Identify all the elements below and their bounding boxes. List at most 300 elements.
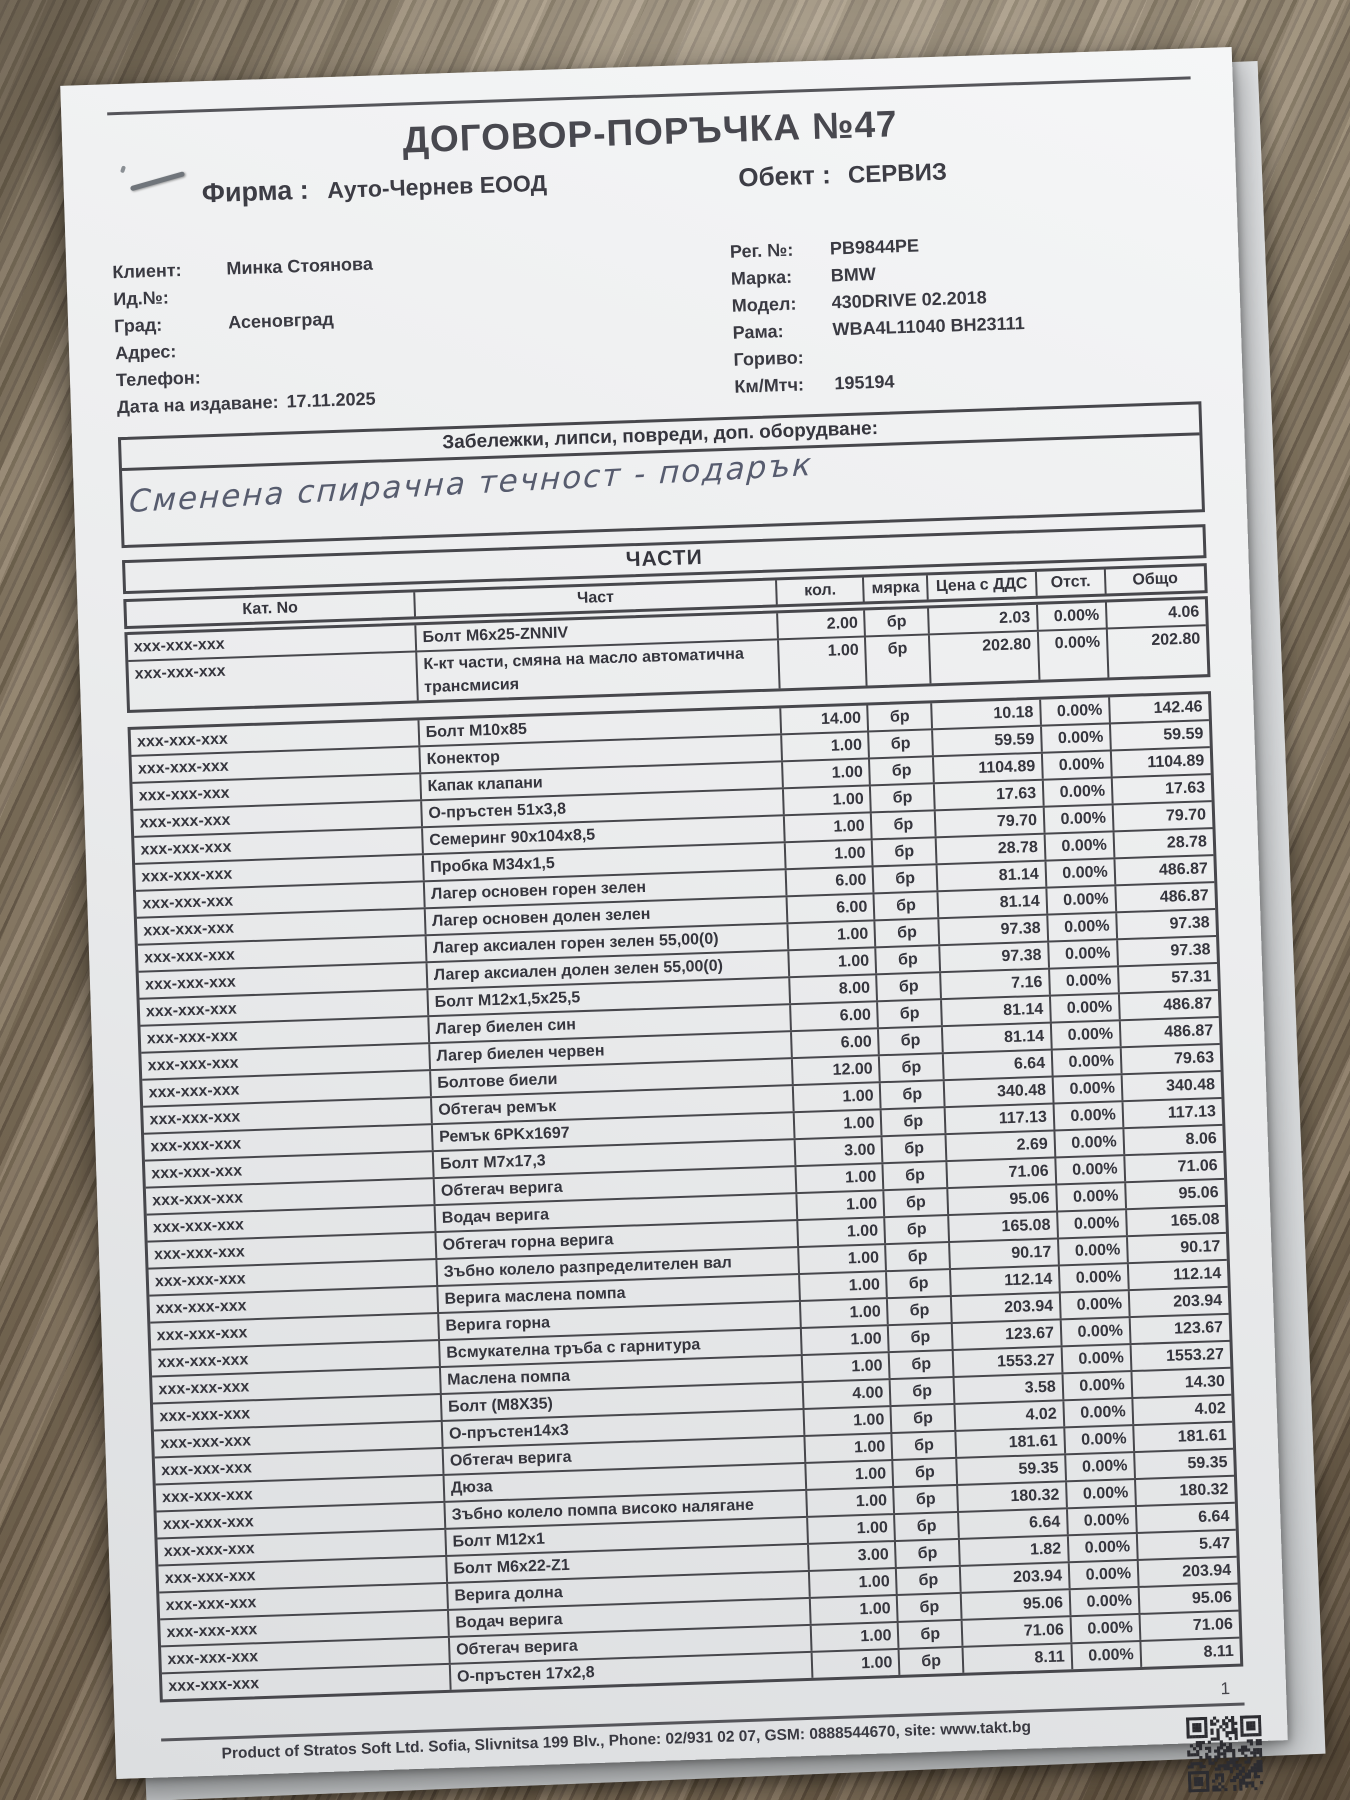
- cell-part: Зъбно колело разпределителен вал: [437, 1248, 800, 1285]
- cell-qty: 12.00: [793, 1056, 881, 1084]
- cell-part: Болт М7х17,3: [434, 1140, 797, 1177]
- site-value: СЕРВИЗ: [847, 158, 948, 189]
- cell-cat: xxx-xxx-xxx: [148, 1233, 438, 1268]
- cell-price: 6.64: [944, 1051, 1054, 1080]
- cell-discount: 0.00%: [1071, 1588, 1141, 1615]
- cell-price: 165.08: [949, 1212, 1059, 1241]
- cell-total: 97.38: [1170, 941, 1211, 960]
- cell-total: 71.06: [1192, 1615, 1234, 1635]
- cell-discount: 0.00%: [1055, 1129, 1125, 1156]
- cell-unit: бр: [884, 1162, 948, 1189]
- cell-discount: 0.00%: [1063, 1372, 1133, 1399]
- cell-qty: 1.00: [789, 948, 877, 976]
- col-header-discount: Отст.: [1037, 569, 1107, 595]
- cell-total: 117.13: [1167, 1103, 1217, 1122]
- cell-part: Водач верига: [435, 1194, 798, 1231]
- info-value: PB9844PE: [829, 235, 920, 259]
- parts-section: [122, 524, 1243, 1702]
- cell-part: О-пръстен 51х3,8: [422, 789, 785, 826]
- cell-part: Лагер биелен червен: [430, 1032, 793, 1069]
- cell-qty: 8.00: [790, 975, 878, 1003]
- cell-unit: бр: [895, 1513, 959, 1540]
- cell-qty: 1.00: [803, 1353, 891, 1381]
- cell-price: 180.32: [958, 1482, 1068, 1511]
- cell-cat: xxx-xxx-xxx: [152, 1368, 442, 1403]
- cell-total: 165.08: [1170, 1211, 1220, 1230]
- cell-total: 4.02: [1194, 1399, 1227, 1419]
- cell-price: 1.82: [960, 1536, 1070, 1565]
- cell-cat: xxx-xxx-xxx: [145, 1152, 435, 1187]
- cell-part: О-пръстен14х3: [443, 1410, 806, 1447]
- cell-qty: 1.00: [784, 786, 872, 814]
- cell-qty: 1.00: [806, 1434, 894, 1462]
- cell-cat: xxx-xxx-xxx: [142, 1071, 432, 1106]
- cell-qty: 1.00: [799, 1245, 887, 1273]
- cell-unit: бр: [900, 1648, 964, 1675]
- firm-value: Ауто-Чернев ЕООД: [326, 169, 548, 204]
- cell-discount: 0.00%: [1045, 832, 1115, 859]
- cell-cat: xxx-xxx-xxx: [146, 1179, 436, 1214]
- cell-cat: xxx-xxx-xxx: [144, 1125, 434, 1160]
- cell-price: 59.35: [957, 1455, 1067, 1484]
- cell-part: Капак клапани: [421, 762, 784, 799]
- cell-price: 81.14: [938, 889, 1048, 918]
- cell-discount: 0.00%: [1067, 1480, 1137, 1507]
- cell-part: Ремък 6PKx1697: [433, 1113, 796, 1150]
- cell-total: 1104.89: [1147, 752, 1205, 772]
- cell-price: 81.14: [942, 997, 1052, 1026]
- cell-cat: xxx-xxx-xxx: [151, 1341, 441, 1376]
- cell-cat: xxx-xxx-xxx: [136, 882, 426, 917]
- cell-price: 97.38: [939, 916, 1049, 945]
- cell-cat: xxx-xxx-xxx: [155, 1449, 445, 1484]
- cell-price: 7.16: [941, 970, 1051, 999]
- cell-price: 117.13: [946, 1104, 1056, 1133]
- cell-qty: 1.00: [779, 637, 868, 688]
- notes-header: Забележки, липси, повреди, доп. оборудване:: [121, 404, 1199, 471]
- cell-price: 123.67: [953, 1320, 1063, 1349]
- cell-qty: 6.00: [788, 894, 876, 922]
- cell-cat: xxx-xxx-xxx: [156, 1476, 446, 1511]
- cell-price: 2.03: [929, 605, 1039, 634]
- col-header-price: Цена с ДДС: [928, 572, 1038, 600]
- info-label: Км/Мтч:: [734, 374, 805, 397]
- page-number: 1: [1220, 1678, 1231, 1699]
- cell-price: 203.94: [952, 1293, 1062, 1322]
- info-value: [833, 346, 834, 366]
- cell-total: 340.48: [1165, 1076, 1216, 1095]
- cell-discount: 0.00%: [1053, 1048, 1123, 1075]
- cell-discount: 0.00%: [1050, 967, 1120, 994]
- col-header-part: Част: [415, 580, 778, 616]
- cell-price: 203.94: [961, 1563, 1071, 1592]
- cell-qty: 1.00: [801, 1299, 889, 1327]
- cell-discount: 0.00%: [1062, 1318, 1132, 1345]
- info-value: 195194: [834, 371, 895, 394]
- cell-total: 1553.27: [1165, 1346, 1225, 1365]
- info-value: 17.11.2025: [286, 388, 376, 412]
- cell-qty: 1.00: [797, 1164, 885, 1192]
- cell-cat: xxx-xxx-xxx: [138, 936, 428, 971]
- cell-cat: xxx-xxx-xxx: [147, 1206, 437, 1241]
- cell-total: 5.47: [1198, 1534, 1231, 1553]
- col-header-unit: мярка: [864, 575, 928, 601]
- cell-total: 97.38: [1169, 914, 1210, 933]
- cell-qty: 1.00: [806, 1461, 894, 1489]
- info-label: Град:: [113, 314, 163, 337]
- info-value: [227, 285, 228, 305]
- cell-discount: 0.00%: [1048, 913, 1118, 940]
- cell-unit: бр: [865, 608, 929, 635]
- cell-discount: 0.00%: [1072, 1642, 1142, 1669]
- cell-unit: бр: [899, 1621, 963, 1648]
- cell-part: Зъбно колело помпа високо налягане: [445, 1491, 808, 1528]
- cell-cat: xxx-xxx-xxx: [137, 909, 427, 944]
- cell-part: Лагер основен долен зелен: [426, 897, 789, 934]
- info-section: [112, 223, 1201, 421]
- cell-cat: xxx-xxx-xxx: [141, 1044, 431, 1079]
- cell-part: Лагер аксиален долен зелен 55,00(0): [427, 951, 790, 988]
- cell-cat: xxx-xxx-xxx: [132, 774, 422, 809]
- cell-discount: 0.00%: [1046, 859, 1116, 886]
- cell-discount: 0.00%: [1065, 1426, 1135, 1453]
- cell-price: 340.48: [945, 1078, 1055, 1107]
- cell-discount: 0.00%: [1038, 602, 1108, 629]
- cell-unit: бр: [896, 1540, 960, 1567]
- cell-discount: 0.00%: [1043, 751, 1113, 778]
- cell-discount: 0.00%: [1047, 886, 1117, 913]
- cell-total: 123.67: [1173, 1319, 1224, 1338]
- cell-qty: 1.00: [802, 1326, 890, 1354]
- info-label: Клиент:: [112, 259, 182, 283]
- cell-cat: xxx-xxx-xxx: [134, 828, 424, 863]
- cell-qty: 2.00: [778, 610, 866, 638]
- cell-discount: 0.00%: [1062, 1345, 1132, 1372]
- cell-qty: 1.00: [789, 921, 877, 949]
- cell-cat: xxx-xxx-xxx: [157, 1530, 447, 1565]
- cell-cat: xxx-xxx-xxx: [132, 747, 422, 782]
- cell-qty: 6.00: [791, 1002, 879, 1030]
- info-value: [230, 366, 231, 386]
- cell-total: 181.61: [1177, 1426, 1227, 1446]
- info-label: Марка:: [730, 266, 793, 289]
- info-label: Дата на издаване:: [116, 391, 279, 418]
- cell-discount: 0.00%: [1060, 1264, 1130, 1291]
- info-value: [229, 339, 230, 359]
- notes-box: [118, 401, 1205, 548]
- cell-total: 203.94: [1172, 1292, 1223, 1311]
- cell-total: 59.35: [1187, 1453, 1228, 1473]
- cell-cat: xxx-xxx-xxx: [157, 1503, 447, 1538]
- cell-part: Пробка М34х1,5: [424, 843, 787, 880]
- cell-price: 59.59: [933, 727, 1043, 756]
- cell-total: 486.87: [1158, 860, 1209, 879]
- cell-part: Маслена помпа: [441, 1356, 804, 1393]
- cell-unit: бр: [883, 1135, 947, 1162]
- cell-unit: бр: [892, 1405, 956, 1432]
- cell-cat: xxx-xxx-xxx: [140, 1017, 430, 1052]
- site-label: Обект :: [737, 159, 832, 193]
- cell-qty: 1.00: [808, 1515, 896, 1543]
- cell-total: 95.06: [1178, 1184, 1219, 1203]
- cell-qty: 1.00: [811, 1596, 899, 1624]
- cell-unit: бр: [878, 1000, 942, 1027]
- cell-total: 486.87: [1163, 995, 1213, 1014]
- cell-price: 79.70: [936, 808, 1046, 837]
- cell-total: 8.06: [1185, 1130, 1218, 1149]
- footer-text: Product of Stratos Soft Ltd. Sofia, Slivnitsa 199 Blv., Phone: 02/931 02 07, GSM: 0888544670, site: www.takt.bg: [221, 1718, 1032, 1763]
- cell-cat: xxx-xxx-xxx: [162, 1665, 452, 1700]
- cell-part: Болт (М8Х35): [442, 1383, 805, 1420]
- cell-unit: бр: [877, 946, 941, 973]
- cell-discount: 0.00%: [1052, 1021, 1122, 1048]
- info-label: Адрес:: [114, 341, 177, 364]
- cell-unit: бр: [866, 635, 931, 685]
- cell-qty: 1.00: [782, 732, 870, 760]
- cell-price: 202.80: [930, 632, 1040, 684]
- cell-discount: 0.00%: [1041, 697, 1111, 724]
- cell-qty: 1.00: [812, 1623, 900, 1651]
- cell-unit: бр: [879, 1027, 943, 1054]
- cell-unit: бр: [895, 1486, 959, 1513]
- cell-discount: 0.00%: [1039, 629, 1110, 679]
- cell-part: Болт М12х1,5х25,5: [428, 978, 791, 1015]
- cell-total: 17.63: [1164, 779, 1206, 798]
- cell-price: 95.06: [948, 1185, 1058, 1214]
- info-value: Минка Стоянова: [226, 253, 374, 279]
- cell-price: 181.61: [956, 1428, 1066, 1457]
- cell-total: 6.64: [1197, 1507, 1230, 1526]
- cell-price: 112.14: [951, 1266, 1061, 1295]
- cell-price: 97.38: [940, 943, 1050, 972]
- cell-part: Верига маслена помпа: [438, 1275, 801, 1312]
- cell-unit: бр: [876, 919, 940, 946]
- cell-price: 90.17: [950, 1239, 1060, 1268]
- cell-unit: бр: [897, 1567, 961, 1594]
- cell-cat: xxx-xxx-xxx: [149, 1260, 439, 1295]
- cell-total: 14.30: [1184, 1372, 1226, 1392]
- service-order-document: [60, 47, 1288, 1779]
- cell-discount: 0.00%: [1042, 724, 1112, 751]
- cell-cat: xxx-xxx-xxx: [160, 1611, 450, 1646]
- cell-cat: xxx-xxx-xxx: [149, 1287, 439, 1322]
- cell-unit: бр: [888, 1297, 952, 1324]
- cell-part: Семеринг 90х104х8,5: [423, 816, 786, 853]
- cell-unit: бр: [882, 1108, 946, 1135]
- cell-discount: 0.00%: [1066, 1453, 1136, 1480]
- cell-qty: 4.00: [804, 1380, 892, 1408]
- cell-part: Лагер аксиален горен зелен 55,00(0): [427, 924, 790, 961]
- parts-table-section-2: [128, 691, 1244, 1702]
- info-label: Ид.№:: [113, 287, 170, 310]
- cell-price: 17.63: [935, 781, 1045, 810]
- cell-total: 95.06: [1191, 1588, 1233, 1608]
- cell-part: Обтегач горна верига: [436, 1221, 799, 1258]
- cell-part: Всмукателна тръба с гарнитура: [440, 1329, 803, 1366]
- cell-cat: xxx-xxx-xxx: [131, 720, 421, 755]
- cell-qty: 1.00: [798, 1218, 886, 1246]
- cell-price: 71.06: [963, 1617, 1073, 1646]
- cell-cat: xxx-xxx-xxx: [143, 1098, 433, 1133]
- cell-discount: 0.00%: [1056, 1156, 1126, 1183]
- cell-discount: 0.00%: [1051, 994, 1121, 1021]
- info-value: WBA4L11040 BH23111: [832, 313, 1025, 340]
- cell-price: 95.06: [962, 1590, 1072, 1619]
- cell-total: 28.78: [1166, 833, 1208, 852]
- parts-section-title: ЧАСТИ: [122, 524, 1207, 594]
- cell-qty: 3.00: [796, 1137, 884, 1165]
- cell-unit: бр: [894, 1459, 958, 1486]
- cell-price: 81.14: [938, 862, 1048, 891]
- cell-total: 59.59: [1163, 725, 1204, 744]
- cell-part: К-кт части, смяна на масло автоматична трансмисия: [417, 640, 781, 700]
- cell-unit: бр: [887, 1270, 951, 1297]
- cell-price: 10.18: [932, 700, 1042, 729]
- cell-unit: бр: [893, 1432, 957, 1459]
- cell-part: Болт М10х85: [419, 708, 782, 745]
- cell-cat: xxx-xxx-xxx: [158, 1557, 448, 1592]
- info-value: Асеновград: [227, 308, 335, 333]
- cell-unit: бр: [870, 730, 934, 757]
- cell-part: Болтове биели: [431, 1059, 794, 1096]
- cell-cat: xxx-xxx-xxx: [140, 990, 430, 1025]
- col-header-cat: Кат. No: [126, 592, 416, 626]
- cell-cat: xxx-xxx-xxx: [161, 1638, 451, 1673]
- cell-price: 4.02: [955, 1401, 1065, 1430]
- cell-discount: 0.00%: [1054, 1075, 1124, 1102]
- cell-discount: 0.00%: [1064, 1399, 1134, 1426]
- page-title: ДОГОВОР-ПОРЪЧКА №47: [401, 103, 899, 161]
- cell-qty: 1.00: [797, 1191, 885, 1219]
- qr-code: [1186, 1715, 1263, 1792]
- cell-total: 79.63: [1173, 1049, 1215, 1068]
- cell-unit: бр: [873, 838, 937, 865]
- cell-unit: бр: [889, 1324, 953, 1351]
- cell-part: Обтегач ремък: [432, 1086, 795, 1123]
- cell-cat: xxx-xxx-xxx: [127, 625, 417, 660]
- cell-part: Болт M6x25-ZNNIV: [416, 613, 779, 650]
- cell-unit: бр: [870, 757, 934, 784]
- cell-cat: xxx-xxx-xxx: [133, 801, 423, 836]
- cell-total: 57.31: [1171, 968, 1212, 987]
- cell-discount: 0.00%: [1045, 805, 1115, 832]
- cell-part: Обтегач верига: [450, 1626, 813, 1663]
- cell-unit: бр: [890, 1351, 954, 1378]
- cell-unit: бр: [885, 1189, 949, 1216]
- cell-unit: бр: [874, 865, 938, 892]
- cell-part: Конектор: [420, 735, 783, 772]
- cell-unit: бр: [898, 1594, 962, 1621]
- cell-part: Верига долна: [448, 1572, 811, 1609]
- cell-total: 71.06: [1177, 1157, 1218, 1176]
- cell-discount: 0.00%: [1068, 1507, 1138, 1534]
- cell-unit: бр: [886, 1216, 950, 1243]
- col-header-qty: кол.: [777, 578, 865, 605]
- firm-label: Фирма :: [201, 174, 310, 209]
- cell-discount: 0.00%: [1049, 940, 1119, 967]
- client-info: [112, 239, 735, 421]
- cell-part: Обтегач верига: [444, 1437, 807, 1474]
- cell-discount: 0.00%: [1070, 1561, 1140, 1588]
- handwritten-note: Сменена спирачна течност - подарък: [128, 446, 814, 521]
- cell-discount: 0.00%: [1054, 1102, 1124, 1129]
- cell-total: 90.17: [1180, 1238, 1221, 1257]
- cell-unit: бр: [881, 1081, 945, 1108]
- cell-discount: 0.00%: [1057, 1183, 1127, 1210]
- cell-qty: 6.00: [792, 1029, 880, 1057]
- cell-cat: xxx-xxx-xxx: [150, 1314, 440, 1349]
- cell-cat: xxx-xxx-xxx: [154, 1422, 444, 1457]
- cell-qty: 1.00: [813, 1650, 901, 1678]
- cell-cat: xxx-xxx-xxx: [128, 652, 418, 710]
- cell-part: Верига горна: [439, 1302, 802, 1339]
- cell-part: Лагер основен горен зелен: [425, 870, 788, 907]
- cell-unit: бр: [871, 784, 935, 811]
- cell-discount: 0.00%: [1069, 1534, 1139, 1561]
- cell-unit: бр: [875, 892, 939, 919]
- cell-price: 81.14: [943, 1024, 1053, 1053]
- cell-price: 28.78: [937, 835, 1047, 864]
- cell-price: 8.11: [964, 1644, 1074, 1673]
- cell-part: Болт М6х22-Z1: [447, 1545, 810, 1582]
- cell-part: О-пръстен 17х2,8: [451, 1653, 814, 1690]
- cell-total: 8.11: [1203, 1642, 1235, 1661]
- info-label: Рама:: [732, 321, 784, 343]
- cell-cat: xxx-xxx-xxx: [153, 1395, 443, 1430]
- cell-total: 202.80: [1151, 630, 1201, 650]
- site-group: [738, 156, 947, 194]
- cell-unit: бр: [869, 703, 933, 730]
- cell-discount: 0.00%: [1044, 778, 1114, 805]
- info-value: 430DRIVE 02.2018: [831, 287, 988, 313]
- cell-unit: бр: [887, 1243, 951, 1270]
- cell-part: Болт М12х1: [446, 1518, 809, 1555]
- cell-total: 486.87: [1159, 887, 1210, 906]
- cell-total: 4.06: [1167, 603, 1200, 622]
- cell-unit: бр: [880, 1054, 944, 1081]
- cell-total: 79.70: [1165, 806, 1207, 825]
- cell-qty: 1.00: [786, 840, 874, 868]
- cell-price: 1553.27: [954, 1347, 1064, 1376]
- cell-total: 112.14: [1172, 1265, 1222, 1284]
- col-header-total: Общо: [1132, 570, 1179, 589]
- info-label: Телефон:: [115, 367, 202, 391]
- cell-cat: xxx-xxx-xxx: [135, 855, 425, 890]
- cell-discount: 0.00%: [1059, 1237, 1129, 1264]
- cell-qty: 1.00: [794, 1083, 882, 1111]
- cell-qty: 1.00: [800, 1272, 888, 1300]
- info-value: BMW: [830, 263, 877, 286]
- cell-cat: xxx-xxx-xxx: [159, 1584, 449, 1619]
- cell-qty: 3.00: [809, 1542, 897, 1570]
- cell-qty: 6.00: [787, 867, 875, 895]
- cell-unit: бр: [872, 811, 936, 838]
- cell-part: Лагер биелен син: [429, 1005, 792, 1042]
- vehicle-info: [730, 223, 1201, 400]
- cell-discount: 0.00%: [1071, 1615, 1141, 1642]
- cell-qty: 1.00: [805, 1407, 893, 1435]
- cell-total: 203.94: [1181, 1561, 1232, 1581]
- cell-price: 71.06: [947, 1158, 1057, 1187]
- info-label: Модел:: [731, 293, 797, 316]
- cell-part: Дюза: [444, 1464, 807, 1501]
- cell-price: 6.64: [959, 1509, 1069, 1538]
- cell-unit: бр: [891, 1378, 955, 1405]
- cell-total: 486.87: [1164, 1022, 1214, 1041]
- cell-qty: 1.00: [810, 1569, 898, 1597]
- cell-discount: 0.00%: [1058, 1210, 1128, 1237]
- cell-price: 2.69: [947, 1131, 1057, 1160]
